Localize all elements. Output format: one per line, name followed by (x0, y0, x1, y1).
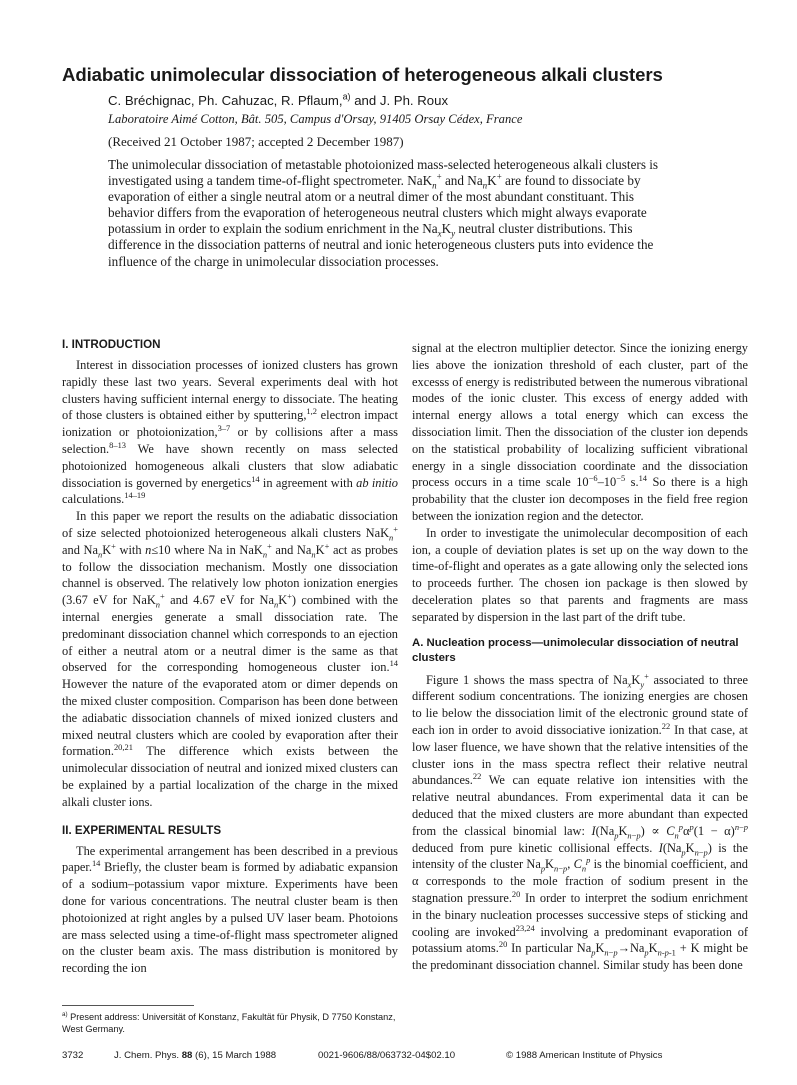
right-paragraph-1: signal at the electron multiplier detector. Since the ionizing energy lies above the ionization threshold of each cluster, part of the excesss of energy is redistributed between the numerous vibrational modes of the ionic cluster. This excess of energy added with internal energy allows a total energy which can excess the dissociation limit. Then the dissociation of the cluster ion depends on the statistical probability of localizing sufficient vibrational energy in a single dissociation coordinate and the dissociation process occurs in a time scale $10^{-6}-10^{-5}$ s.$^{14}$ So there is a high probability that the cluster ion decomposes in the field free region between the ionization region and the detector. (412, 341, 748, 523)
page-number: 3732 (62, 1050, 84, 1061)
page-footer (0, 1050, 797, 1064)
footnote-divider (62, 1005, 194, 1006)
left-column (62, 337, 398, 977)
author-list: C. Bréchignac, Ph. Cahuzac, R. Pflaum,$^{a)}$ and J. Ph. Roux (108, 91, 449, 108)
article-code: 0021-9606/88/063732-04$02.10 (318, 1050, 456, 1061)
abstract: The unimolecular dissociation of metastable photoionized mass-selected heterogeneous alkali clusters is investigated using a tandem time-of-flight spectrometer. NaK$_n$+ and $Na_nK^+$ are found to dissociate by evaporation of either a single neutral atom or a neutral dimer of the most abundant constituant. This behavior differs from the evaporation of heterogeneous neutral clusters which might always evaporate potassium in order to explain the sodium enrichment in the $Na_xK_y$ neutral cluster distributions. This difference in the dissociation patterns of neutral and ionic heterogeneous clusters puts into evidence the influence of the charge in unimolecular dissociation processes. (108, 157, 659, 269)
affiliation: Laboratoire Aimé Cotton, Bât. 505, Campus d'Orsay, 91405 Orsay Cédex, France (108, 112, 523, 126)
subsection-heading-nucleation: A. Nucleation process—unimolecular dissociation of neutral clusters (412, 636, 739, 664)
section-heading-introduction: I. INTRODUCTION (62, 338, 161, 351)
right-paragraph-3: Figure 1 shows the mass spectra of $Na_xK_y^+$ associated to three different sodium concentrations. The ionizing energies are chosen to lie below the dissociation limit of the electronic ground state of each ion in order to avoid dissociative ionization.$^{22}$ In that case, at low laser fluence, we have shown that the relative intensities of the cluster ions in the mass spectra reflect their relative neutral abundances.$^{22}$ We can equate relative ion intensities with the relative neutral abundances. From experimental data it can be deduced that the mixed clusters are more abundant than expected from the classical binomial law: $I(Na_pK_{n-p}) \propto C_n^p\alpha^p(1 - \alpha)^{n-p}$ deduced from pure kinetic collisional effects. $I(Na_pK_{n-p})$ is the intensity of the cluster $Na_pK_{n-p}$, $C_n^p$ is the binomial coefficient, and α corresponds to the mole fraction of sodium present in the stagnation pressure.$^{20}$ In order to interpret the sodium enrichment in the binary nucleation processes successive steps of sticking and cooling are invoked$^{23,24}$ involving a predominant evaporation of potassium atoms.$^{20}$ In particular $Na_pK_{n-p}\to Na_pK_{n-p-1} + K$ might be the predominant dissociation channel. Similar study has been done (412, 670, 749, 973)
journal-citation: J. Chem. Phys. 88 (6), 15 March 1988 (114, 1050, 277, 1061)
intro-paragraph-2: In this paper we report the results on the adiabatic dissociation of size selected photoionized heterogeneous alkali clusters NaK$_n$+ and $Na_nK^+$ with n≤10 where Na in NaK$_n$+ and $Na_nK^+$ act as probes to follow the dissociation mechanism. Mostly one dissociation channel is observed. The relatively low photon ionization energies (3.67 eV for NaK$_n$+ and 4.67 eV for $Na_nK^+$) combined with the internal energies generate a small dissociation rate. The predominant dissociation channel which corresponds to an ejection of either a neutral atom or a neutral dimer is the same as that observed for the corresponding homogeneous cluster ion.$^{14}$ However the nature of the evaporated atom or dimer depends on the mixed cluster composition. Comparison has been done between the adiabatic dissociation channels of mixed ionized clusters and mixed neutral clusters which are cooled by evaporation after their formation.$^{20,21}$ The difference which exists between the unimolecular dissociation of neutral and ionized mixed clusters can be explained by a partial localization of the charge in the mixed alkali cluster ions. (62, 509, 398, 809)
paper-title: Adiabatic unimolecular dissociation of heterogeneous alkali clusters (62, 64, 663, 85)
section-heading-experimental: II. EXPERIMENTAL RESULTS (62, 823, 222, 837)
intro-paragraph-1: Interest in dissociation processes of ionized clusters has grown rapidly these last two years. Several experiments deal with hot clusters having sufficient internal energy to dissociate. The heating of those clusters is obtained either by sputtering,$^{1,2}$ electron impact ionization or photoionization,$^{3-7}$ or by collisions after a mass selection.$^{8-13}$ We have shown recently on mass selected photoionized homogeneous alkali clusters that slow adiabatic dissociation is governed by energetics$^{14}$ in agreement with ab initio calculations.$^{14-19}$ (62, 358, 399, 507)
received-date: (Received 21 October 1987; accepted 2 December 1987) (108, 134, 404, 149)
footnote: $^{a)}$ Present address: Universität of Konstanz, Fakultät für Physik, D 7750 Konstanz, West Germany. (62, 1010, 396, 1034)
right-column (412, 340, 748, 974)
experimental-paragraph-1: The experimental arrangement has been described in a previous paper.$^{14}$ Briefly, the cluster beam is formed by adiabatic expansion of a sodium–potassium vapor mixture. Experiments have been done for various concentrations. The neutral cluster beam is then photoionized at right angles by a pulsed UV laser beam. Photoions are mass selected using a time-of-flight mass spectrometer aligned on the cluster beam axis. The mass distribution is monitored by recording the ion (62, 843, 398, 976)
copyright-notice: © 1988 American Institute of Physics (506, 1050, 663, 1061)
right-paragraph-2: In order to investigate the unimolecular decomposition of each ion, a couple of deviation plates is set up on the way down to the time-of-flight and operates as a gate allowing only the selected ions to proceeds further. The chosen ion package is then slowed by deceleration plates so that parents and fragments are mass separated by dispersion in the last part of the drift tube. (412, 525, 748, 624)
